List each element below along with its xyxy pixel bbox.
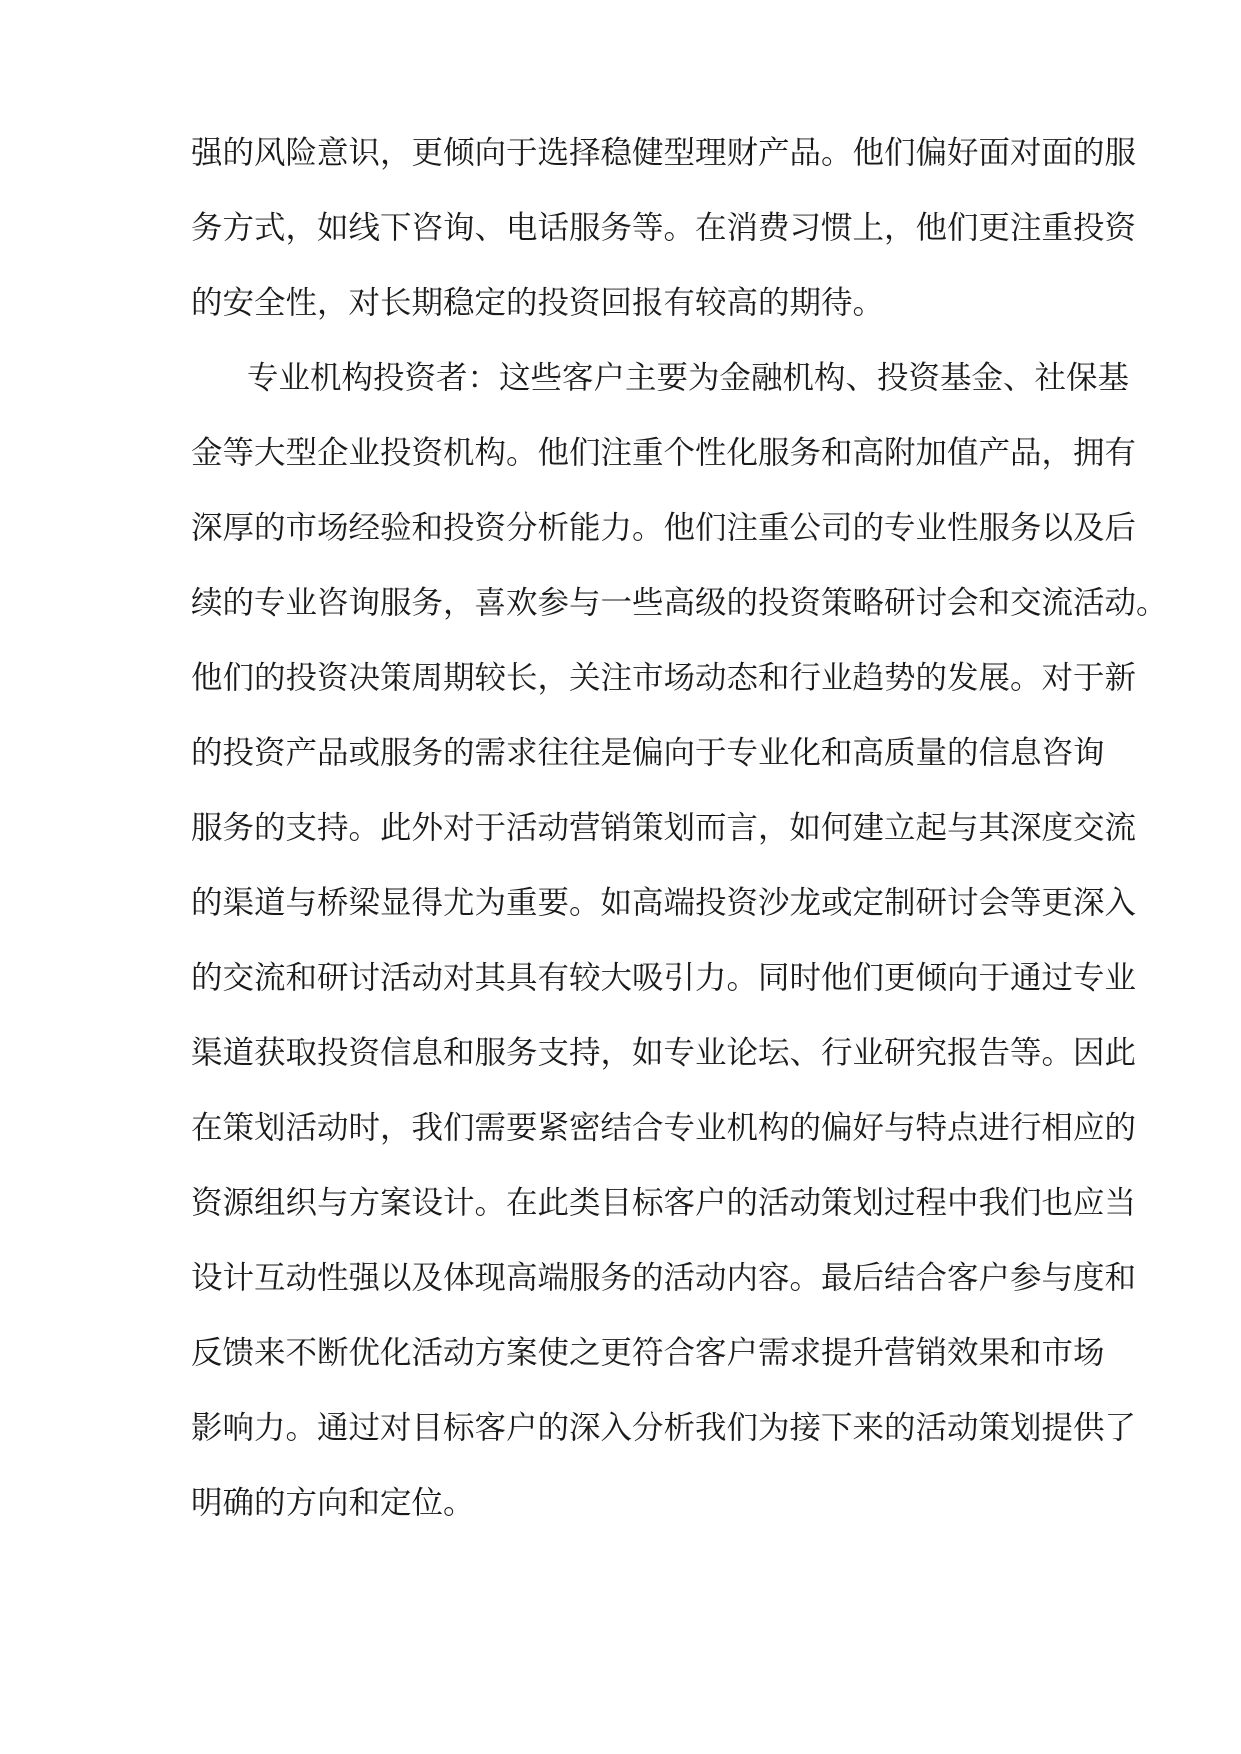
text-line: 的渠道与桥梁显得尤为重要。如高端投资沙龙或定制研讨会等更深入 — [191, 885, 1137, 921]
text-line: 服务的支持。此外对于活动营销策划而言，如何建立起与其深度交流 — [191, 810, 1137, 846]
text-line: 金等大型企业投资机构。他们注重个性化服务和高附加值产品，拥有 — [191, 435, 1137, 471]
text-line: 强的风险意识，更倾向于选择稳健型理财产品。他们偏好面对面的服 — [191, 135, 1137, 171]
text-line: 深厚的市场经验和投资分析能力。他们注重公司的专业性服务以及后 — [191, 510, 1137, 546]
text-line: 的投资产品或服务的需求往往是偏向于专业化和高质量的信息咨询 — [191, 735, 1105, 771]
text-line: 在策划活动时，我们需要紧密结合专业机构的偏好与特点进行相应的 — [191, 1110, 1137, 1146]
text-line: 影响力。通过对目标客户的深入分析我们为接下来的活动策划提供了 — [191, 1410, 1137, 1446]
text-line: 明确的方向和定位。 — [191, 1485, 475, 1521]
text-line: 他们的投资决策周期较长，关注市场动态和行业趋势的发展。对于新 — [191, 660, 1137, 696]
text-line: 务方式，如线下咨询、电话服务等。在消费习惯上，他们更注重投资 — [191, 210, 1137, 246]
paragraph-first-line: 专业机构投资者：这些客户主要为金融机构、投资基金、社保基 — [247, 360, 1130, 396]
text-line: 渠道获取投资信息和服务支持，如专业论坛、行业研究报告等。因此 — [191, 1035, 1137, 1071]
text-line: 的交流和研讨活动对其具有较大吸引力。同时他们更倾向于通过专业 — [191, 960, 1137, 996]
text-line: 设计互动性强以及体现高端服务的活动内容。最后结合客户参与度和 — [191, 1260, 1137, 1296]
text-line: 续的专业咨询服务，喜欢参与一些高级的投资策略研讨会和交流活动。 — [191, 585, 1168, 621]
text-line: 反馈来不断优化活动方案使之更符合客户需求提升营销效果和市场 — [191, 1335, 1105, 1371]
text-line: 的安全性，对长期稳定的投资回报有较高的期待。 — [191, 285, 885, 321]
text-line: 资源组织与方案设计。在此类目标客户的活动策划过程中我们也应当 — [191, 1185, 1137, 1221]
